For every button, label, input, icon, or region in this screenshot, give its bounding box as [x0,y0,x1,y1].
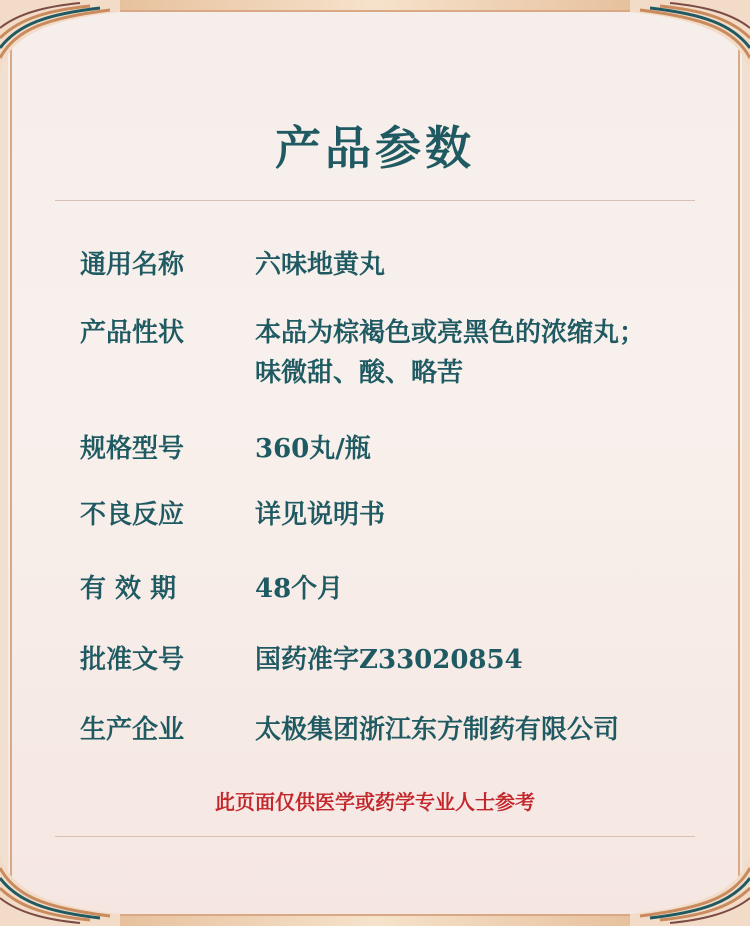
corner-ornament-icon [630,0,750,70]
param-value: 360丸/瓶 [255,434,371,464]
param-row-generic-name [80,245,705,285]
divider [55,836,695,837]
param-row-approval-number [80,640,705,680]
param-label: 有 效 期 [80,574,177,604]
param-value: 详见说明书 [255,500,386,530]
param-label: 规格型号 [80,434,185,464]
page-title: 产品参数 [275,121,475,175]
top-border [50,0,700,10]
param-row-manufacturer [80,710,705,750]
param-row-adverse-reaction [80,495,705,535]
param-value-line: 本品为棕褐色或亮黑色的浓缩丸； [255,318,646,348]
param-label: 生产企业 [80,715,185,745]
divider [55,200,695,201]
param-label: 通用名称 [80,250,185,280]
param-value-line: 味微甜、酸、略苦 [255,358,464,388]
param-label: 不良反应 [80,500,185,530]
corner-ornament-icon [630,856,750,926]
param-label: 批准文号 [80,645,185,675]
param-value: 国药准字Z33020854 [255,645,523,675]
param-value: 六味地黄丸 [255,250,386,280]
param-label: 产品性状 [80,318,185,348]
param-value [255,313,705,393]
professional-notice: 此页面仅供医学或药学专业人士参考 [215,790,535,814]
bottom-border [50,916,700,926]
param-value: 太极集团浙江东方制药有限公司 [255,715,620,745]
param-row-spec [80,429,705,469]
corner-ornament-icon [0,856,120,926]
corner-ornament-icon [0,0,120,70]
param-row-validity [80,569,705,609]
param-value: 48个月 [255,574,344,604]
param-row-description [80,313,705,393]
